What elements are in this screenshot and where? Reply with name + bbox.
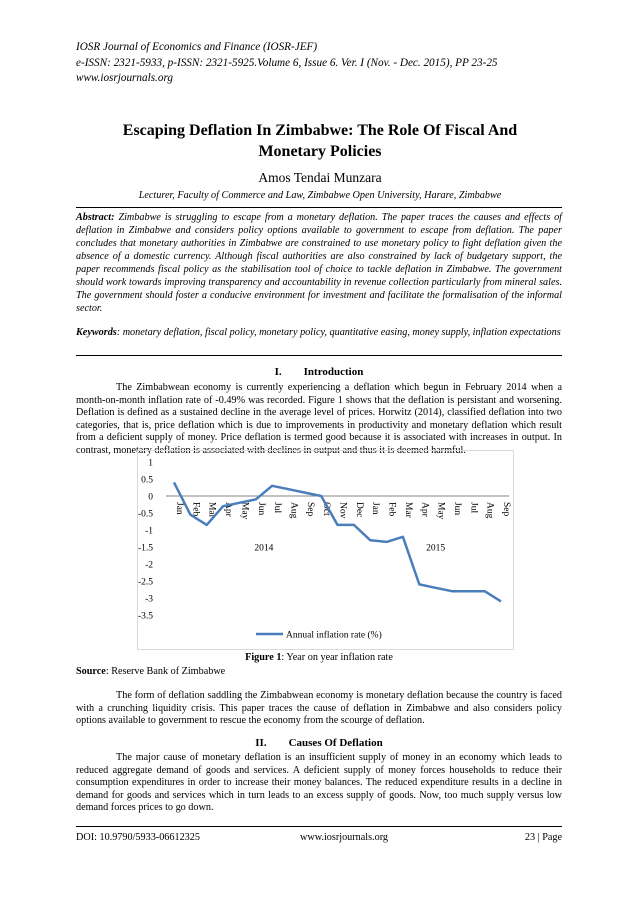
introduction-paragraph xyxy=(76,382,562,458)
abstract xyxy=(76,211,562,315)
x-tick-label: Jun xyxy=(255,502,266,516)
x-tick-label: Mar xyxy=(206,502,217,518)
x-tick-label: Jan xyxy=(174,502,184,515)
journal-header xyxy=(76,40,498,87)
keywords xyxy=(76,326,562,339)
section-title: Introduction xyxy=(303,366,364,378)
author-name: Amos Tendai Munzara xyxy=(258,170,382,185)
section-title: Causes Of Deflation xyxy=(288,737,383,749)
introduction-text: The Zimbabwean economy is currently experiencing a deflation which begun in February 2014 when a month-on-month inflation rate of -0.49% was recorded. Figure 1 shows that the deflation is persistant and worsening. Deflation is defined as a sustained decline in the average level of prices. Horwitz (2014), classified deflation into two categories, that is, price deflation which is due to improvements in productivity and monetary deflation which result from a deficient supply of money. Price deflation is termed good because it is associated with increases in output. In contrast, monetary deflation is associated with declines in output and thus it is deemed harmful. xyxy=(76,382,562,456)
legend-label: Annual inflation rate (%) xyxy=(286,630,382,641)
x-tick-label: Apr xyxy=(419,502,430,517)
x-tick-label: Dec xyxy=(353,502,364,518)
abstract-bottom-rule xyxy=(76,355,562,356)
year-labels xyxy=(254,544,445,554)
y-tick-label: 1 xyxy=(148,458,153,469)
x-tick-label: Nov xyxy=(337,502,348,519)
x-tick-label: May xyxy=(435,502,446,520)
y-tick-label: -2 xyxy=(145,560,153,571)
section-heading-causes xyxy=(76,737,562,749)
x-tick-label: Apr xyxy=(223,502,234,517)
paragraph-2-text: The form of deflation saddling the Zimbabwean economy is monetary deflation because the country is faced with a crunching liquidity crisis. This paper traces the cause of deflation in Zimbabwe and also considers policy options available to government to rescue the economy from the scourge of deflation. xyxy=(76,690,562,727)
y-tick-label: 0 xyxy=(148,492,153,503)
x-tick-label: Jul xyxy=(272,502,283,514)
series-line-annual-inflation xyxy=(174,482,501,601)
keywords-text: : monetary deflation, fiscal policy, monetary policy, quantitative easing, money supply, inflation expectations xyxy=(116,327,561,338)
x-tick-label: Oct xyxy=(321,502,332,516)
x-tick-label: Jan xyxy=(370,502,381,515)
footer-rule xyxy=(76,826,562,827)
figure-label: Figure 1 xyxy=(245,652,282,663)
section-number: II. xyxy=(255,737,267,749)
title-line-1: Escaping Deflation In Zimbabwe: The Role Of Fiscal And xyxy=(122,122,518,139)
x-tick-label: Sep xyxy=(501,502,511,517)
x-tick-label: Jul xyxy=(468,502,479,514)
abstract-text: Zimbabwe is struggling to escape from a monetary deflation. The paper traces the causes and effects of deflation in Zimbabwe and considers policy options available to government to escape from deflation. The paper concludes that monetary authorities in Zimbabwe are constrained to use monetary policy to fight deflation given the absence of a domestic currency. Although fiscal authorities are also constrained by lack of budgetary support, the paper recommends fiscal policy as the stabilisation tool of choice to tackle deflation in Zimbabwe. The government should work towards improving transparency and accountability in revenue collection particularly from mineral sales. The government should foster a conducive environment for investment and facilitate the formalisation of the informal sector. xyxy=(76,212,563,314)
inflation-chart-svg xyxy=(138,451,513,649)
footer-page-number: 23 | Page xyxy=(524,832,562,843)
section-heading-introduction xyxy=(76,366,562,378)
source-label: Source xyxy=(76,666,106,677)
journal-issn: e-ISSN: 2321-5933, p-ISSN: 2321-5925.Volume 6, Issue 6. Ver. I (Nov. - Dec. 2015), PP 23-25 xyxy=(76,56,498,69)
x-tick-label: Aug xyxy=(484,502,495,519)
keywords-label: Keywords xyxy=(76,327,117,338)
section-number: I. xyxy=(274,366,282,378)
y-tick-label: -1 xyxy=(145,526,153,537)
journal-url[interactable]: www.iosrjournals.org xyxy=(76,72,173,84)
figure-source xyxy=(76,666,225,677)
x-tick-label: Jun xyxy=(451,502,462,516)
footer-doi: DOI: 10.9790/5933-06612325 xyxy=(76,832,200,843)
title-line-2: Monetary Policies xyxy=(258,143,382,160)
y-tick-label: -2.5 xyxy=(138,577,153,588)
figure-caption xyxy=(76,652,562,663)
figure-caption-text: : Year on year inflation rate xyxy=(281,652,393,663)
y-axis-ticks xyxy=(138,459,153,622)
paragraph-2 xyxy=(76,690,562,728)
y-tick-label: -0.5 xyxy=(138,509,153,520)
x-tick-label: Sep xyxy=(304,502,315,517)
y-tick-label: -1.5 xyxy=(138,543,153,554)
x-tick-label: May xyxy=(239,502,250,520)
x-tick-label: Feb xyxy=(190,502,201,517)
x-tick-label: Mar xyxy=(402,502,413,518)
abstract-label: Abstract: xyxy=(76,212,115,223)
inflation-chart xyxy=(137,450,514,650)
paper-title xyxy=(70,120,570,162)
causes-paragraph xyxy=(76,752,562,815)
author-affiliation: Lecturer, Faculty of Commerce and Law, Zimbabwe Open University, Harare, Zimbabwe xyxy=(138,190,502,201)
journal-name: IOSR Journal of Economics and Finance (IOSR-JEF) xyxy=(76,41,318,53)
y-tick-label: 0.5 xyxy=(141,475,153,486)
source-text: : Reserve Bank of Zimbabwe xyxy=(105,666,226,677)
year-label: 2015 xyxy=(426,543,446,554)
abstract-top-rule xyxy=(76,207,562,208)
footer-url[interactable]: www.iosrjournals.org xyxy=(300,832,389,843)
x-tick-label: Aug xyxy=(288,502,299,519)
y-tick-label: -3 xyxy=(145,594,153,605)
y-tick-label: -3.5 xyxy=(138,611,153,622)
x-tick-label: Feb xyxy=(386,502,397,517)
causes-text: The major cause of monetary deflation is an insufficient supply of money in an economy which leads to reduced aggregate demand of goods and services. A deficient supply of money forces households to reduce their consumption expenditures in order to increase their money balances. The reduced expenditure results in a decline in demand for goods and services which in turn leads to an excess supply of goods. Now, too much supply versus low demand forces prices to go down. xyxy=(76,752,562,814)
year-label: 2014 xyxy=(254,543,274,554)
